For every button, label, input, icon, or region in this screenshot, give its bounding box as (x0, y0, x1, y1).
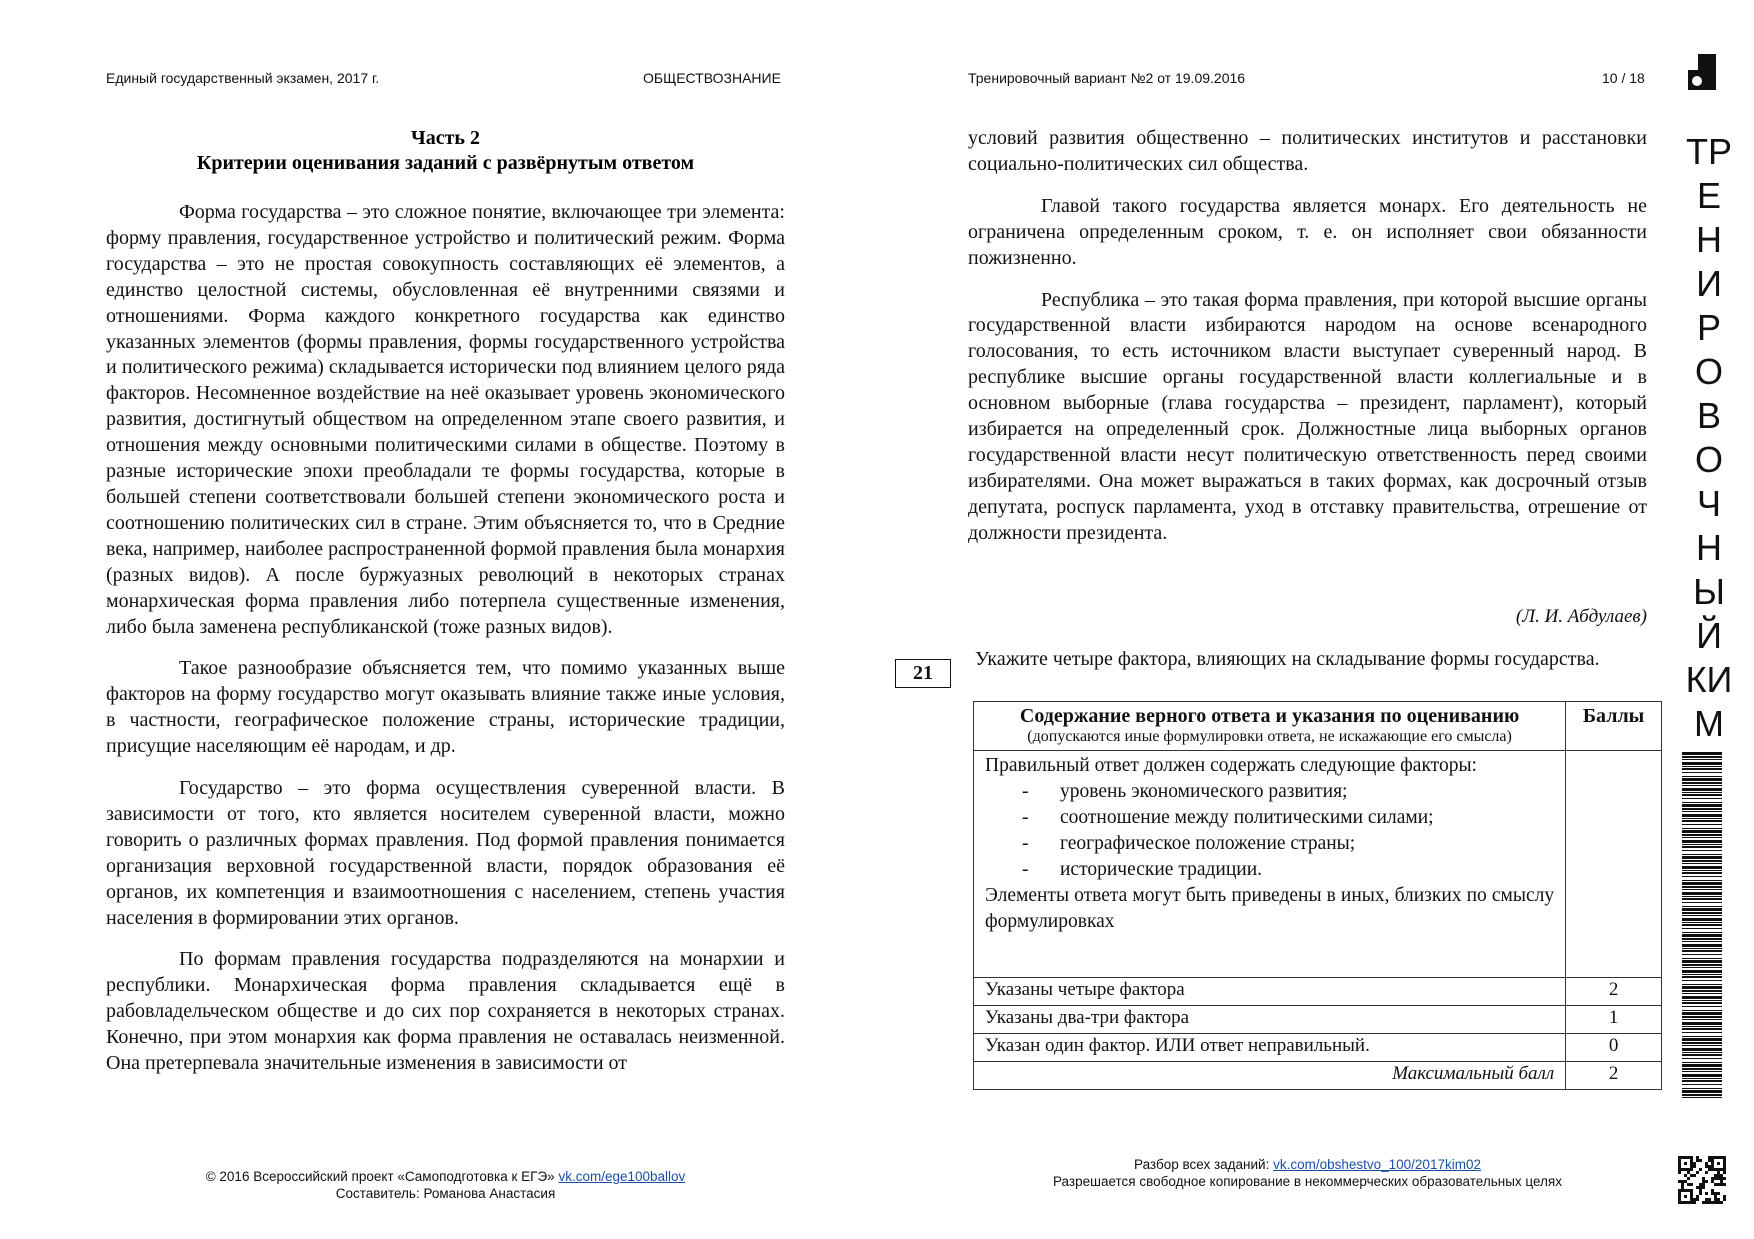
part-title: Часть 2 (411, 127, 480, 149)
paragraph: Республика – это такая форма правления, при которой высшие органы государственной власти избираются народом на основе всенародного голосования, то есть источником власти выступает суверенный народ. В республике высшие органы государственной власти коллегиальные и в основном выборные (глава государства – президент, парламент), который избирается на определенный срок. Должностные лица выборных органов государственной власти несут политическую ответственность перед своими избирателями. Она может выражаться в таких формах, как досрочный отзыв депутата, роспуск парламента, уход в отставку правительства, отрешение от должности президента. (968, 288, 1647, 544)
vertical-watermark-label (1672, 130, 1746, 746)
left-column-text (106, 200, 785, 1077)
vertical-letter: Н (1696, 527, 1722, 568)
list-bullet: - (1022, 833, 1029, 854)
barcode-image (1682, 752, 1722, 1100)
score-value: 0 (1566, 1034, 1662, 1062)
footer-left-link[interactable]: vk.com/ege100ballov (558, 1169, 686, 1184)
table-row (974, 1034, 1662, 1062)
max-score-label: Максимальный балл (974, 1062, 1566, 1090)
corner-marker-icon (1688, 54, 1716, 90)
list-item (1022, 805, 1554, 831)
task-question: Укажите четыре фактора, влияющих на складывание формы государства. (975, 648, 1600, 670)
criteria-subheader: (допускаются иные формулировки ответа, не искажающие его смысла) (1027, 728, 1512, 745)
paragraph: условий развития общественно – политических институтов и расстановки социально-политических сил общества. (968, 127, 1647, 175)
task-number-box: 21 (895, 659, 951, 688)
answer-intro: Правильный ответ должен содержать следующие факторы: (985, 755, 1477, 776)
paragraph: Государство – это форма осуществления суверенной власти. В зависимости от того, кто является носителем суверенной власти, можно говорить о различных формах правления. Под формой правления понимается организация верховной государственной власти, порядок образования её органов, их компетенция и взаимоотношения с населением, степень участия населения в формировании этих органов. (106, 777, 785, 929)
list-bullet: - (1022, 807, 1029, 828)
footer-copyright: © 2016 Всероссийский проект «Самоподготовка к ЕГЭ» (205, 1169, 555, 1184)
vertical-letter: М (1694, 703, 1724, 744)
answer-content-cell (974, 751, 1566, 978)
vertical-letter: Ч (1697, 483, 1721, 524)
list-bullet: - (1022, 859, 1029, 880)
score-row-label: Указан один фактор. ИЛИ ответ неправильный. (974, 1034, 1566, 1062)
criteria-title: Критерии оценивания заданий с развёрнутым ответом (196, 152, 695, 174)
vertical-letter: Н (1696, 219, 1722, 260)
vertical-letter: ТР (1685, 131, 1732, 172)
vertical-letter: Й (1696, 615, 1722, 656)
vertical-letter: В (1696, 395, 1721, 436)
table-header-row (974, 702, 1662, 751)
max-score-value: 2 (1566, 1062, 1662, 1090)
footer-analysis-line (968, 1156, 1647, 1173)
paragraph: По формам правления государства подразделяются на монархии и республики. Монархическая форма правления складывается ещё в рабовладельческом обществе и до сих пор сохраняется в некоторых странах. Конечно, при этом монархия как форма правления не оставалась неизменной. Она претерпевала значительные изменения в зависимости от (106, 948, 785, 1075)
header-exam: Единый государственный экзамен, 2017 г. (106, 70, 380, 86)
footer-right-link[interactable]: vk.com/obshestvo_100/2017kim02 (1273, 1157, 1481, 1172)
score-value: 1 (1566, 1006, 1662, 1034)
answer-note: Элементы ответа могут быть приведены в иных, близких по смыслу формулировках (985, 885, 1555, 932)
factor-text: соотношение между политическими силами; (1060, 807, 1434, 828)
vertical-letter: Р (1696, 307, 1721, 348)
criteria-header-cell (974, 702, 1566, 751)
factor-list (985, 779, 1554, 883)
paragraph: Форма государства – это сложное понятие, включающее три элемента: форму правления, государственное устройство и политический режим. Форма государства – это не простая совокупность составляющих её элементов, а единство целостной системы, обусловленная её внутренними связями и отношениями. Форма каждого конкретного государства как единство указанных элементов (формы правления, формы государственного устройства и политического режима) складывается исторически под влиянием целого ряда факторов. Несомненное воздействие на неё оказывает уровень экономического развития, достигнутый обществом на определенном этапе своего развития, и отношения между основными политическими силами в обществе. Поэтому в разные исторические эпохи преобладали те формы государства, которые в большей степени соответствовали большей степени экономического роста и соотношению политических сил в стране. Этим объясняется то, что в Средние века, например, наиболее распространенной формой правления была монархия (разных видов). А после буржуазных революций в некоторых странах монархическая форма правления либо потерпела существенные изменения, либо была заменена республиканской (тоже разных видов). (106, 201, 785, 638)
table-row (974, 978, 1662, 1006)
score-row-label: Указаны четыре фактора (974, 978, 1566, 1006)
part-heading (106, 126, 785, 176)
footer-author: Составитель: Романова Анастасия (335, 1186, 556, 1201)
footer-copyright-line (106, 1168, 785, 1185)
vertical-letter: Е (1696, 175, 1721, 216)
score-value: 2 (1566, 978, 1662, 1006)
list-item (1022, 779, 1554, 805)
footer-note: Разрешается свободное копирование в некоммерческих образовательных целях (1053, 1174, 1562, 1189)
list-item (1022, 857, 1554, 883)
list-item (1022, 831, 1554, 857)
table-row (974, 751, 1662, 978)
right-column-text (968, 126, 1647, 547)
list-bullet: - (1022, 781, 1029, 802)
factor-text: географическое положение страны; (1060, 833, 1356, 854)
factor-text: уровень экономического развития; (1060, 781, 1348, 802)
header-variant: Тренировочный вариант №2 от 19.09.2016 (968, 70, 1246, 86)
qr-code-image (1678, 1156, 1726, 1204)
vertical-letter: О (1694, 439, 1723, 480)
factor-text: исторические традиции. (1060, 859, 1263, 880)
footer-right (968, 1156, 1647, 1190)
empty-score-cell (1566, 751, 1662, 978)
vertical-letter: И (1696, 263, 1722, 304)
footer-analysis-prefix: Разбор всех заданий: (1134, 1157, 1270, 1172)
vertical-letter: КИ (1685, 659, 1733, 700)
score-row-label: Указаны два-три фактора (974, 1006, 1566, 1034)
table-row (974, 1006, 1662, 1034)
table-row (974, 1062, 1662, 1090)
vertical-letter: Ы (1693, 571, 1725, 612)
paragraph: Такое разнообразие объясняется тем, что помимо указанных выше факторов на форму государство могут оказывать влияние также иные условия, в частности, географическое положение страны, исторические традиции, присущие населяющим её народам, и др. (106, 657, 785, 758)
header-page-number: 10 / 18 (1602, 70, 1645, 86)
criteria-header: Содержание верного ответа и указания по оцениванию (1019, 705, 1520, 727)
footer-left (106, 1168, 785, 1202)
score-header: Баллы (1566, 702, 1662, 751)
vertical-letter: О (1694, 351, 1723, 392)
criteria-table (973, 701, 1662, 1090)
quote-author: (Л. И. Абдулаев) (1515, 606, 1647, 627)
paragraph: Главой такого государства является монарх. Его деятельность не ограничена определенным сроком, т. е. он исполняет свои обязанности пожизненно. (968, 194, 1647, 269)
header-subject: ОБЩЕСТВОЗНАНИЕ (643, 70, 781, 86)
